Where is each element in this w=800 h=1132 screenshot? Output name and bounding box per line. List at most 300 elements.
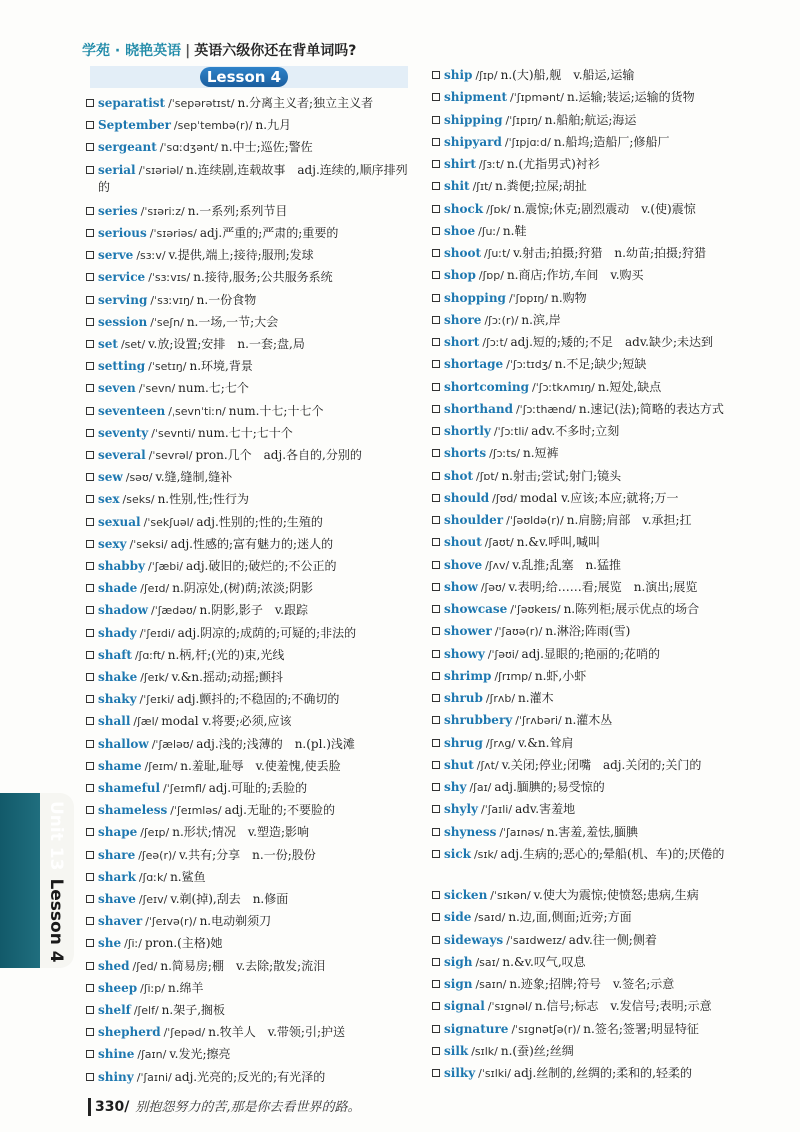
entry-phonetic: /ˈʃaʊə(r)/ — [494, 625, 543, 639]
vocab-entry — [432, 623, 770, 640]
entry-text — [432, 824, 770, 841]
checkbox[interactable] — [432, 936, 440, 944]
entry-phonetic: /seks/ — [122, 493, 155, 507]
checkbox[interactable] — [432, 1002, 440, 1010]
entry-text — [432, 1043, 770, 1060]
checkbox[interactable] — [86, 518, 94, 526]
checkbox[interactable] — [86, 962, 94, 970]
checkbox[interactable] — [432, 1025, 440, 1033]
entry-phonetic: /ʃeə(r)/ — [138, 848, 176, 862]
entry-phonetic: /ˈʃeɪmfl/ — [163, 782, 206, 795]
checkbox[interactable] — [86, 895, 94, 903]
entry-phonetic: /ˈʃəʊldə(r)/ — [506, 514, 564, 527]
vocab-entry — [432, 1043, 770, 1060]
entry-definition: n.震惊;休克;剧烈震动 v.(使)震惊 — [513, 201, 696, 216]
entry-phonetic: /ˈsɑːdʒənt/ — [159, 141, 219, 155]
checkbox[interactable] — [86, 1028, 94, 1036]
entry-phonetic: /ˈsɪlki/ — [478, 1067, 511, 1080]
entry-phonetic: /ˈʃeɪvə(r)/ — [145, 915, 197, 929]
entry-text — [432, 356, 770, 373]
checkbox[interactable] — [432, 828, 440, 836]
entry-definition: n.性别,性;性行为 — [157, 492, 249, 507]
entry-text — [86, 1002, 414, 1019]
entry-phonetic: /ʃɑːft/ — [134, 648, 165, 662]
checkbox[interactable] — [432, 116, 440, 124]
entry-word: sideways — [444, 932, 504, 947]
entry-word: silk — [444, 1043, 469, 1058]
entry-text — [86, 336, 414, 353]
entry-phonetic: /ˈsekʃuəl/ — [143, 515, 194, 529]
vocab-entry — [86, 647, 414, 664]
entry-phonetic: /ˈsɪəriːz/ — [140, 204, 185, 218]
checkbox[interactable] — [432, 294, 440, 302]
entry-definition: n.形状;情况 v.塑造;影响 — [172, 825, 310, 840]
entry-phonetic: /ˈʃɔːtli/ — [493, 425, 529, 438]
entry-phonetic: /ˈsaɪdweɪz/ — [506, 933, 566, 947]
checkbox[interactable] — [86, 296, 94, 304]
entry-text — [86, 95, 414, 112]
entry-word: shaft — [98, 647, 132, 662]
entry-word: set — [98, 337, 118, 351]
entry-definition: n.迹象;招牌;符号 v.签名;示意 — [509, 977, 675, 991]
entry-word: shortly — [444, 424, 491, 438]
vocab-entry — [432, 401, 770, 418]
entry-text — [86, 869, 414, 886]
checkbox[interactable] — [432, 672, 440, 680]
checkbox[interactable] — [86, 207, 94, 215]
checkbox[interactable] — [86, 473, 94, 481]
entry-definition: n.电动剃须刀 — [199, 914, 272, 929]
entry-definition: n.短裤 — [523, 446, 559, 461]
vocab-entry — [86, 514, 414, 531]
vocab-entry — [86, 558, 414, 575]
entry-phonetic: /ʃuː/ — [478, 224, 500, 238]
entry-phonetic: /ʃaɪn/ — [137, 1048, 167, 1062]
checkbox[interactable] — [86, 229, 94, 237]
entry-phonetic: /ˈʃrʌbəri/ — [515, 714, 562, 728]
entry-definition: v.射击;拍摄;狩猎 n.幼苗;拍摄;狩猎 — [513, 246, 707, 260]
entry-definition: n.商店;作坊,车间 v.购买 — [506, 268, 644, 283]
vocab-entry — [86, 447, 414, 464]
entry-text — [432, 67, 770, 84]
vocab-entry — [86, 139, 414, 156]
checkbox[interactable] — [432, 71, 440, 79]
entry-word: series — [98, 203, 138, 218]
checkbox[interactable] — [432, 1069, 440, 1077]
entry-word: shrubbery — [444, 713, 513, 728]
entry-phonetic: /ʃiːp/ — [140, 981, 165, 995]
checkbox[interactable] — [86, 451, 94, 459]
entry-definition: n.阴影,影子 v.跟踪 — [199, 603, 308, 618]
entry-text — [432, 1021, 770, 1038]
vocab-entry — [432, 67, 770, 84]
entry-phonetic: /ʃuːt/ — [484, 247, 511, 260]
checkbox[interactable] — [432, 627, 440, 635]
checkbox[interactable] — [432, 891, 440, 899]
checkbox[interactable] — [86, 340, 94, 348]
checkbox[interactable] — [432, 650, 440, 658]
entry-phonetic: /ʃɜːt/ — [478, 158, 504, 171]
checkbox[interactable] — [86, 562, 94, 570]
entry-definition: n.粪便;拉屎;胡扯 — [495, 179, 587, 194]
checkbox[interactable] — [86, 407, 94, 415]
checkbox[interactable] — [86, 251, 94, 259]
entry-phonetic: /set/ — [120, 338, 146, 351]
vocab-entry — [432, 668, 770, 685]
entry-word: shape — [98, 825, 138, 840]
entry-word: shrimp — [444, 668, 492, 683]
checkbox[interactable] — [432, 694, 440, 702]
entry-definition: n.速记(法);简略的表达方式 — [578, 401, 724, 416]
vocab-entry — [432, 757, 770, 774]
entry-phonetic: /ʃeɪv/ — [138, 893, 168, 906]
checkbox[interactable] — [86, 606, 94, 614]
vocab-entry — [432, 976, 770, 993]
entry-word: shirt — [444, 157, 476, 171]
checkbox[interactable] — [86, 1050, 94, 1058]
entry-definition: n.陈列柜;展示优点的场合 — [563, 602, 700, 616]
entry-text — [86, 669, 414, 686]
vocab-entry — [432, 824, 770, 841]
entry-word: September — [98, 118, 171, 133]
vocab-entry — [86, 713, 414, 730]
entry-word: signature — [444, 1021, 509, 1036]
checkbox[interactable] — [432, 739, 440, 747]
entry-phonetic: /ˈsepərətɪst/ — [168, 97, 235, 110]
checkbox[interactable] — [86, 121, 94, 129]
entry-phonetic: /ˈʃɔːthænd/ — [515, 402, 576, 416]
entry-definition: n.牧羊人 v.带领;引;护送 — [208, 1025, 346, 1040]
checkbox[interactable] — [432, 249, 440, 257]
entry-word: session — [98, 314, 148, 329]
entry-definition: n.淋浴;阵雨(雪) — [545, 624, 631, 639]
vocab-entry — [86, 225, 414, 242]
checkbox[interactable] — [432, 850, 440, 858]
checkbox[interactable] — [432, 716, 440, 724]
vocab-entry — [86, 980, 414, 997]
entry-phonetic: /ˈsɜːvɪs/ — [148, 271, 191, 285]
vocab-entry — [86, 380, 414, 397]
entry-word: shorthand — [444, 401, 513, 416]
book-subtitle: 英语六级你还在背单词吗? — [194, 43, 357, 59]
entry-text — [432, 601, 770, 618]
vocab-entry — [432, 601, 770, 618]
checkbox[interactable] — [86, 429, 94, 437]
entry-text — [432, 534, 770, 551]
entry-text — [432, 801, 770, 818]
entry-phonetic: /ʃeɪd/ — [140, 582, 170, 596]
checkbox[interactable] — [86, 99, 94, 107]
checkbox[interactable] — [86, 806, 94, 814]
checkbox[interactable] — [432, 958, 440, 966]
checkbox[interactable] — [432, 93, 440, 101]
entry-text — [432, 334, 770, 351]
entry-phonetic: /ʃeɪk/ — [140, 671, 169, 684]
header-separator: | — [185, 43, 191, 59]
entry-word: shall — [98, 714, 131, 729]
checkbox[interactable] — [86, 629, 94, 637]
entry-phonetic: /ˈsetɪŋ/ — [148, 360, 187, 374]
entry-definition: n.射击;尝试;射门;镜头 — [501, 468, 622, 483]
checkbox[interactable] — [432, 227, 440, 235]
entry-word: side — [444, 910, 472, 925]
page-header — [82, 40, 356, 60]
checkbox[interactable] — [432, 138, 440, 146]
checkbox[interactable] — [432, 761, 440, 769]
checkbox[interactable] — [86, 984, 94, 992]
checkbox[interactable] — [86, 651, 94, 659]
entry-text — [86, 602, 414, 619]
entry-text — [86, 980, 414, 997]
vocab-entry — [432, 954, 770, 971]
checkbox[interactable] — [86, 717, 94, 725]
entry-definition: n.中士;巡佐;警佐 — [221, 140, 313, 155]
entry-definition: n.鲨鱼 — [170, 869, 206, 884]
entry-word: sigh — [444, 954, 473, 969]
entry-phonetic: /ʃɪp/ — [475, 69, 498, 82]
checkbox[interactable] — [86, 673, 94, 681]
checkbox[interactable] — [86, 762, 94, 770]
entry-text — [432, 1065, 770, 1082]
checkbox[interactable] — [432, 980, 440, 988]
checkbox[interactable] — [432, 205, 440, 213]
checkbox[interactable] — [86, 318, 94, 326]
entry-word: sick — [444, 846, 471, 861]
checkbox[interactable] — [86, 917, 94, 925]
checkbox[interactable] — [86, 273, 94, 281]
entry-word: shout — [444, 535, 482, 550]
entry-text — [86, 647, 414, 664]
entry-word: sex — [98, 492, 120, 507]
vocab-entry — [86, 602, 414, 619]
checkbox[interactable] — [432, 182, 440, 190]
vocab-entry — [432, 998, 770, 1015]
vocab-entry — [86, 625, 414, 642]
footer-motto: 别抱怨努力的苦,那是你去看世界的路。 — [135, 1100, 361, 1115]
entry-text — [86, 425, 414, 442]
vocab-entry — [86, 824, 414, 841]
entry-text — [86, 292, 414, 309]
checkbox[interactable] — [432, 913, 440, 921]
checkbox[interactable] — [86, 166, 94, 174]
entry-text — [432, 998, 770, 1015]
entry-text — [432, 712, 770, 729]
entry-text — [432, 512, 770, 529]
entry-definition: n.阴凉处,(树)荫;浓淡;阴影 — [172, 581, 314, 596]
entry-definition: n.九月 — [255, 118, 292, 133]
entry-text — [86, 780, 414, 797]
checkbox[interactable] — [432, 783, 440, 791]
checkbox[interactable] — [432, 160, 440, 168]
entry-definition: n.鞋 — [502, 223, 527, 238]
entry-definition: n.柄,杆;(光的)束,光线 — [167, 647, 285, 662]
entry-text — [86, 247, 414, 264]
entry-word: shore — [444, 312, 482, 327]
entry-definition: adj.性别的;性的;生殖的 — [196, 514, 323, 529]
entry-phonetic: /sɜːv/ — [136, 249, 166, 263]
entry-definition: v.&n.摇动;动摇;颤抖 — [171, 670, 284, 684]
checkbox[interactable] — [86, 143, 94, 151]
entry-phonetic: /sɪk/ — [473, 847, 498, 861]
entry-text — [432, 490, 770, 507]
entry-phonetic: /ʃɒp/ — [478, 269, 504, 283]
entry-phonetic: /ˈsevnti/ — [151, 426, 196, 440]
vocab-entry — [86, 958, 414, 975]
checkbox[interactable] — [432, 494, 440, 502]
checkbox[interactable] — [86, 384, 94, 392]
entry-phonetic: /ʃiː/ — [124, 937, 142, 951]
entry-word: seven — [98, 381, 136, 396]
entry-definition: pron.(主格)她 — [145, 936, 223, 951]
entry-phonetic: /ˈʃeɪmləs/ — [170, 804, 222, 818]
checkbox[interactable] — [432, 271, 440, 279]
entry-definition: n.签名;签署;明显特征 — [583, 1021, 699, 1036]
checkbox[interactable] — [432, 583, 440, 591]
checkbox[interactable] — [86, 495, 94, 503]
entry-phonetic: /səʊ/ — [125, 471, 153, 485]
entry-word: several — [98, 448, 146, 462]
checkbox[interactable] — [432, 316, 440, 324]
entry-definition: v.发光;擦亮 — [169, 1047, 231, 1062]
vocab-entry — [432, 423, 770, 440]
entry-phonetic: /ˌsevnˈtiːn/ — [168, 404, 226, 418]
checkbox[interactable] — [86, 540, 94, 548]
entry-word: sign — [444, 977, 473, 991]
entry-text — [432, 976, 770, 993]
entry-word: separatist — [98, 96, 166, 110]
entry-definition: n.&v.呼叫,喊叫 — [516, 535, 600, 550]
checkbox[interactable] — [432, 449, 440, 457]
checkbox[interactable] — [86, 584, 94, 592]
checkbox[interactable] — [432, 338, 440, 346]
entry-text — [86, 935, 414, 952]
entry-definition: n.购物 — [551, 290, 587, 305]
entry-word: shark — [98, 869, 136, 884]
entry-definition: n.边,面,侧面;近旁;方面 — [508, 910, 632, 925]
entry-word: shabby — [98, 559, 146, 573]
entry-phonetic: /ˈʃɔːtɪdʒ/ — [506, 358, 552, 372]
entry-word: sexy — [98, 536, 127, 551]
checkbox[interactable] — [432, 561, 440, 569]
vocab-entry — [86, 95, 414, 112]
checkbox[interactable] — [432, 516, 440, 524]
entry-word: seventeen — [98, 403, 166, 418]
entry-phonetic: /ˈʃəʊkeɪs/ — [510, 603, 561, 616]
vocab-entry — [432, 156, 770, 173]
entry-text — [432, 445, 770, 462]
checkbox[interactable] — [432, 472, 440, 480]
entry-definition: adj.破旧的;破烂的;不公正的 — [186, 559, 337, 573]
entry-phonetic: /ˈseksi/ — [129, 537, 168, 551]
entry-phonetic: /ˈʃæləʊ/ — [151, 737, 194, 751]
entry-word: shy — [444, 780, 467, 794]
entry-definition: adj.丝制的,丝绸的;柔和的,轻柔的 — [513, 1066, 692, 1080]
checkbox[interactable] — [86, 939, 94, 947]
entry-text — [86, 713, 414, 730]
entry-word: serving — [98, 292, 148, 307]
vocab-entry — [86, 269, 414, 286]
entry-text — [432, 423, 770, 440]
checkbox[interactable] — [432, 360, 440, 368]
entry-word: serve — [98, 248, 134, 263]
checkbox[interactable] — [432, 805, 440, 813]
entry-definition: modal v.将要;必须,应该 — [161, 714, 292, 729]
entry-text — [86, 514, 414, 531]
vocab-entry — [86, 469, 414, 486]
entry-word: shed — [98, 958, 130, 973]
entry-text — [432, 379, 770, 396]
checkbox[interactable] — [432, 605, 440, 613]
entry-text — [432, 735, 770, 752]
entry-definition: v.表明;给……看;展览 n.演出;展览 — [508, 579, 698, 594]
vocab-entry — [432, 579, 770, 596]
checkbox[interactable] — [86, 740, 94, 748]
page-number: 330/ — [95, 1099, 130, 1115]
entry-text — [86, 358, 414, 375]
checkbox[interactable] — [86, 695, 94, 703]
checkbox[interactable] — [432, 538, 440, 546]
entry-phonetic: /ʃɒk/ — [486, 202, 511, 216]
entry-phonetic: /ʃeɪm/ — [144, 759, 178, 773]
entry-definition: v.提供,端上;接待;服刑;发球 — [168, 248, 314, 263]
entry-text — [86, 958, 414, 975]
entry-phonetic: /ˈʃædəʊ/ — [150, 604, 197, 618]
entry-word: shoot — [444, 246, 482, 260]
entry-definition: n.短处,缺点 — [597, 379, 662, 394]
vocab-entry — [86, 758, 414, 775]
checkbox[interactable] — [86, 873, 94, 881]
entry-definition: n.一场,一节;大会 — [186, 314, 279, 329]
entry-word: shoe — [444, 223, 476, 238]
vocab-entry — [432, 334, 770, 351]
entry-word: shaver — [98, 914, 143, 929]
entry-phonetic: /ʃʌv/ — [485, 558, 510, 572]
entry-phonetic: /ʃæl/ — [133, 715, 159, 729]
checkbox[interactable] — [86, 851, 94, 859]
entry-phonetic: /ˈsɪkən/ — [490, 889, 531, 902]
entry-definition: v.使大为震惊;使愤怒;患病,生病 — [533, 888, 699, 902]
vocab-entry — [432, 134, 770, 151]
entry-word: ship — [444, 68, 473, 82]
entry-definition: num.七;七个 — [178, 381, 249, 396]
checkbox[interactable] — [432, 1047, 440, 1055]
entry-phonetic: /ʃɪt/ — [472, 180, 493, 194]
entry-word: serious — [98, 226, 147, 240]
vocab-entry — [86, 425, 414, 442]
entry-text — [432, 134, 770, 151]
checkbox[interactable] — [432, 427, 440, 435]
checkbox[interactable] — [86, 1073, 94, 1081]
entry-text — [432, 779, 770, 796]
checkbox[interactable] — [86, 362, 94, 370]
vocab-entry — [432, 909, 770, 926]
entry-text — [86, 891, 414, 908]
checkbox[interactable] — [86, 1006, 94, 1014]
entry-definition: n.绵羊 — [168, 980, 204, 995]
entry-phonetic: /ˈʃɒpɪŋ/ — [508, 291, 549, 305]
checkbox[interactable] — [432, 405, 440, 413]
checkbox[interactable] — [86, 828, 94, 836]
checkbox[interactable] — [432, 383, 440, 391]
vocab-entry — [86, 1024, 414, 1041]
entry-phonetic: /ˈsɪgnətʃə(r)/ — [511, 1022, 581, 1036]
checkbox[interactable] — [86, 784, 94, 792]
entry-word: shaky — [98, 692, 137, 707]
entry-word: short — [444, 335, 480, 349]
entry-text — [86, 314, 414, 331]
entry-phonetic: /ˈsevrəl/ — [148, 449, 193, 462]
entry-definition: pron.几个 adj.各自的,分别的 — [195, 448, 362, 462]
